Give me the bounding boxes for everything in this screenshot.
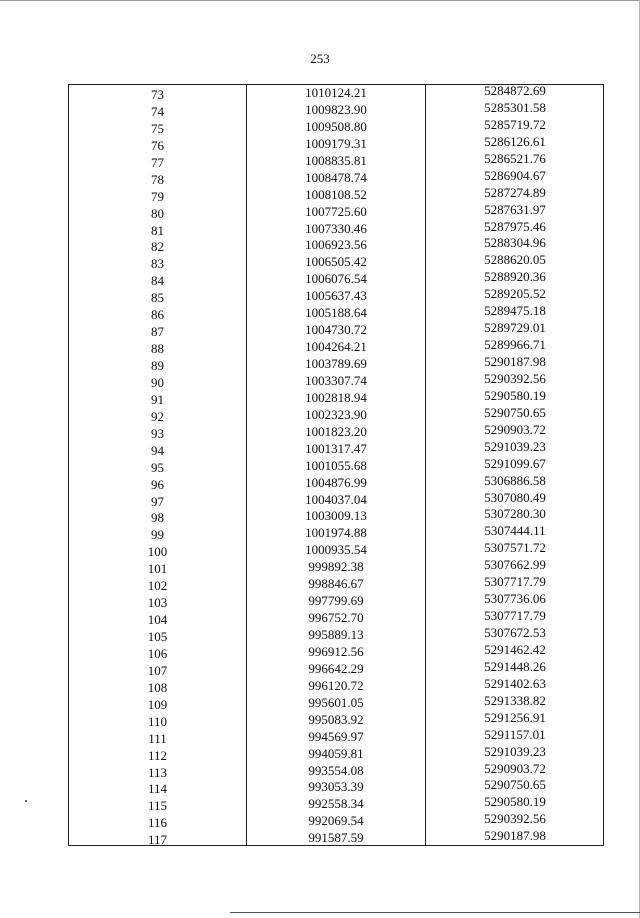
y-coordinate-cell: 5290187.98 (484, 828, 546, 844)
y-coordinate-cell: 5290580.19 (484, 387, 546, 403)
coordinate-table (68, 84, 604, 846)
x-coordinate-cell: 1008108.52 (305, 186, 367, 202)
x-coordinate-cell: 1005637.43 (305, 288, 367, 304)
y-coordinate-cell: 5307280.30 (484, 506, 546, 522)
x-coordinate-cell: 996120.72 (308, 677, 364, 693)
point-number-cell: 83 (151, 256, 164, 272)
point-number-cell: 97 (151, 493, 164, 509)
x-coordinate-cell: 1008478.74 (305, 169, 367, 185)
table-row (69, 830, 603, 847)
point-number-cell: 114 (147, 781, 168, 797)
point-number-cell: 96 (151, 476, 164, 492)
scan-edge-top (0, 0, 640, 1)
y-coordinate-cell: 5290580.19 (484, 794, 546, 810)
point-number-cell: 81 (151, 222, 164, 238)
x-coordinate-cell: 998846.67 (308, 576, 364, 592)
point-number-cell: 90 (151, 374, 164, 390)
x-coordinate-cell: 1002818.94 (305, 389, 367, 405)
y-coordinate-cell: 5307736.06 (484, 591, 546, 607)
y-coordinate-cell: 5289475.18 (484, 303, 546, 319)
y-coordinate-cell: 5287975.46 (484, 218, 546, 234)
point-number-cell: 75 (151, 120, 164, 136)
x-coordinate-cell: 994059.81 (308, 745, 364, 761)
point-number-cell: 113 (147, 764, 168, 780)
x-coordinate-cell: 991587.59 (308, 830, 364, 846)
x-coordinate-cell: 1009823.90 (305, 101, 367, 117)
x-coordinate-cell: 1005188.64 (305, 305, 367, 321)
point-number-cell: 108 (147, 679, 168, 695)
point-number-cell: 115 (147, 798, 168, 814)
y-coordinate-cell: 5291256.91 (484, 709, 546, 725)
x-coordinate-cell: 1004037.04 (305, 491, 367, 507)
x-coordinate-cell: 1002323.90 (305, 406, 367, 422)
x-coordinate-cell: 1003009.13 (305, 508, 367, 524)
x-coordinate-cell: 999892.38 (308, 559, 364, 575)
y-coordinate-cell: 5307717.79 (484, 574, 546, 590)
x-coordinate-cell: 994569.97 (308, 728, 364, 744)
point-number-cell: 94 (151, 442, 164, 458)
point-number-cell: 76 (151, 137, 164, 153)
y-coordinate-cell: 5285719.72 (484, 116, 546, 132)
x-coordinate-cell: 1007725.60 (305, 203, 367, 219)
x-coordinate-cell: 995889.13 (308, 627, 364, 642)
y-coordinate-cell: 5307444.11 (484, 523, 546, 539)
x-coordinate-cell: 997799.69 (308, 593, 364, 609)
point-number-cell: 92 (151, 408, 164, 424)
x-coordinate-cell: 1000935.54 (305, 542, 367, 558)
x-coordinate-cell: 1001974.88 (305, 525, 367, 541)
x-coordinate-cell: 1006076.54 (305, 271, 367, 287)
point-number-cell: 102 (147, 578, 168, 594)
y-coordinate-cell: 5290392.56 (484, 811, 546, 827)
y-coordinate-cell: 5290750.65 (484, 777, 546, 793)
y-coordinate-cell: 5307662.99 (484, 557, 546, 573)
point-number-cell: 107 (147, 662, 168, 678)
y-coordinate-cell: 5307672.53 (484, 625, 546, 640)
y-coordinate-cell: 5307571.72 (484, 540, 546, 556)
point-number-cell: 99 (151, 527, 164, 543)
y-coordinate-cell: 5307080.49 (484, 489, 546, 505)
y-coordinate-cell: 5288920.36 (484, 269, 546, 285)
x-coordinate-cell: 1009179.31 (305, 135, 367, 151)
x-coordinate-cell: 996912.56 (308, 643, 364, 659)
point-number-cell: 86 (151, 307, 164, 323)
point-number-cell: 106 (147, 645, 168, 661)
y-coordinate-cell: 5291099.67 (484, 455, 546, 471)
point-number-cell: 85 (151, 290, 164, 306)
point-number-cell: 117 (147, 832, 168, 848)
point-number-cell: 93 (151, 425, 164, 441)
x-coordinate-cell: 992069.54 (308, 813, 364, 829)
point-number-cell: 103 (147, 595, 168, 611)
page-number: 253 (310, 51, 330, 66)
point-number-cell: 116 (147, 815, 168, 831)
point-number-cell: 82 (151, 239, 164, 255)
y-coordinate-cell: 5291338.82 (484, 692, 546, 708)
x-coordinate-cell: 1001317.47 (305, 440, 367, 456)
y-coordinate-cell: 5290903.72 (484, 421, 546, 437)
y-coordinate-cell: 5290903.72 (484, 760, 546, 776)
point-number-cell: 84 (151, 273, 164, 289)
y-coordinate-cell: 5287274.89 (484, 184, 546, 200)
point-number-cell: 88 (151, 341, 164, 357)
y-coordinate-cell: 5287631.97 (484, 201, 546, 217)
y-coordinate-cell: 5286521.76 (484, 150, 546, 166)
x-coordinate-cell: 1006923.56 (305, 237, 367, 253)
point-number-cell: 73 (151, 87, 164, 102)
y-coordinate-cell: 5291039.23 (484, 438, 546, 454)
x-coordinate-cell: 993053.39 (308, 779, 364, 795)
y-coordinate-cell: 5291462.42 (484, 641, 546, 657)
y-coordinate-cell: 5291402.63 (484, 675, 546, 691)
point-number-cell: 79 (151, 188, 164, 204)
x-coordinate-cell: 1006505.42 (305, 254, 367, 270)
point-number-cell: 105 (147, 629, 168, 644)
point-number-cell: 100 (147, 544, 168, 560)
y-coordinate-cell: 5307717.79 (484, 608, 546, 624)
y-coordinate-cell: 5289729.01 (484, 320, 546, 336)
x-coordinate-cell: 1010124.21 (305, 85, 367, 100)
y-coordinate-cell: 5290750.65 (484, 404, 546, 420)
point-number-cell: 78 (151, 171, 164, 187)
footer-rule (230, 912, 640, 913)
y-coordinate-cell: 5291039.23 (484, 743, 546, 759)
point-number-cell: 80 (151, 205, 164, 221)
x-coordinate-cell: 1004264.21 (305, 339, 367, 355)
point-number-cell: 87 (151, 324, 164, 340)
y-coordinate-cell: 5291157.01 (484, 726, 546, 742)
x-coordinate-cell: 1007330.46 (305, 220, 367, 236)
y-coordinate-cell: 5289205.52 (484, 286, 546, 302)
x-coordinate-cell: 1008835.81 (305, 152, 367, 168)
x-coordinate-cell: 1004730.72 (305, 322, 367, 338)
point-number-cell: 74 (151, 103, 164, 119)
point-number-cell: 104 (147, 612, 168, 628)
y-coordinate-cell: 5288304.96 (484, 235, 546, 251)
x-coordinate-cell: 1001823.20 (305, 423, 367, 439)
point-number-cell: 110 (147, 713, 168, 729)
point-number-cell: 89 (151, 358, 164, 373)
x-coordinate-cell: 993554.08 (308, 762, 364, 778)
x-coordinate-cell: 1003789.69 (305, 356, 367, 371)
x-coordinate-cell: 995601.05 (308, 694, 364, 710)
y-coordinate-cell: 5289966.71 (484, 337, 546, 353)
point-number-cell: 77 (151, 154, 164, 170)
table-body (69, 85, 603, 847)
y-coordinate-cell: 5291448.26 (484, 658, 546, 674)
x-coordinate-cell: 996642.29 (308, 660, 364, 676)
y-coordinate-cell: 5288620.05 (484, 252, 546, 268)
point-number-cell: 95 (151, 459, 164, 475)
point-number-cell: 98 (151, 510, 164, 526)
x-coordinate-cell: 1001055.68 (305, 457, 367, 473)
y-coordinate-cell: 5286126.61 (484, 133, 546, 149)
point-number-cell: 112 (147, 747, 168, 763)
scan-speck (25, 800, 27, 802)
point-number-cell: 101 (147, 561, 168, 577)
x-coordinate-cell: 1004876.99 (305, 474, 367, 490)
x-coordinate-cell: 1003307.74 (305, 372, 367, 388)
point-number-cell: 111 (148, 730, 167, 746)
y-coordinate-cell: 5290187.98 (484, 354, 546, 369)
y-coordinate-cell: 5286904.67 (484, 167, 546, 183)
y-coordinate-cell: 5285301.58 (484, 99, 546, 115)
y-coordinate-cell: 5290392.56 (484, 370, 546, 386)
y-coordinate-cell: 5306886.58 (484, 472, 546, 488)
x-coordinate-cell: 992558.34 (308, 796, 364, 812)
x-coordinate-cell: 1009508.80 (305, 118, 367, 134)
x-coordinate-cell: 995083.92 (308, 711, 364, 727)
y-coordinate-cell: 5284872.69 (484, 83, 546, 98)
x-coordinate-cell: 996752.70 (308, 610, 364, 626)
point-number-cell: 109 (147, 696, 168, 712)
point-number-cell: 91 (151, 391, 164, 407)
